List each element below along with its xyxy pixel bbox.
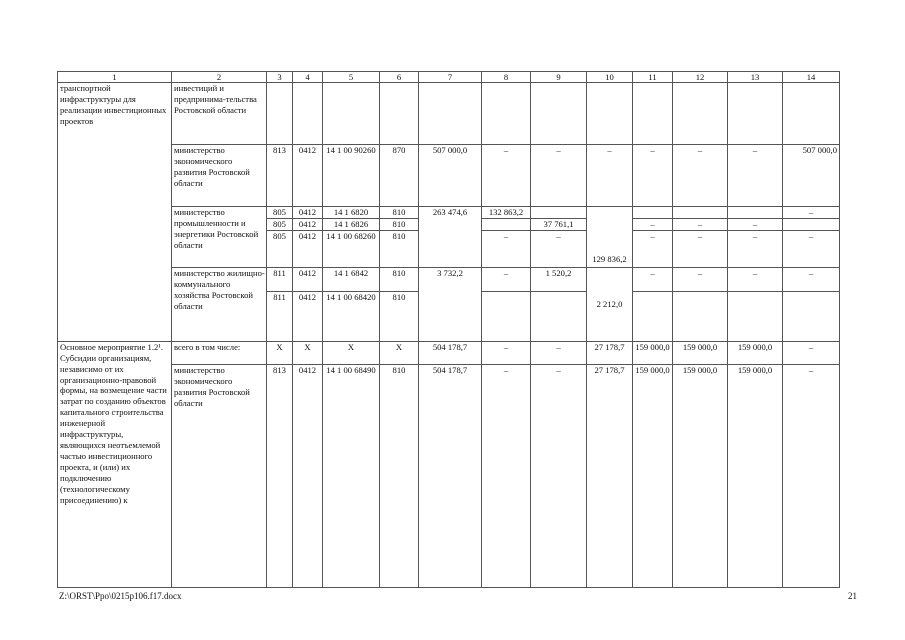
target-code: 14 1 00 68420 bbox=[323, 291, 380, 341]
year-amount: – bbox=[587, 145, 633, 207]
year-amount: – bbox=[633, 267, 673, 291]
col-header: 10 bbox=[587, 72, 633, 83]
grbs-code: 805 bbox=[267, 218, 293, 230]
target-code: 14 1 00 68490 bbox=[323, 364, 380, 587]
section-code: 0412 bbox=[293, 145, 323, 207]
year-amount: 159 000,0 bbox=[673, 341, 728, 364]
col-header: 5 bbox=[323, 72, 380, 83]
year-amount bbox=[783, 218, 840, 230]
year-amount: – bbox=[728, 267, 783, 291]
year-amount: 27 178,7 bbox=[587, 341, 633, 364]
year-amount: – bbox=[728, 230, 783, 267]
year-amount: 507 000,0 bbox=[783, 145, 840, 207]
year-amount: – bbox=[482, 341, 531, 364]
year-amount: 159 000,0 bbox=[728, 364, 783, 587]
target-code: 14 1 6826 bbox=[323, 218, 380, 230]
col-header: 3 bbox=[267, 72, 293, 83]
year-amount: – bbox=[633, 145, 673, 207]
grbs-code: 811 bbox=[267, 267, 293, 291]
year-amount: – bbox=[673, 267, 728, 291]
year-amount bbox=[633, 207, 673, 219]
year-amount: – bbox=[783, 364, 840, 587]
year-amount: – bbox=[531, 145, 587, 207]
col-header: 9 bbox=[531, 72, 587, 83]
col-header: 6 bbox=[380, 72, 419, 83]
year-amount: – bbox=[482, 145, 531, 207]
year-amount: – bbox=[783, 341, 840, 364]
section-code: 0412 bbox=[293, 218, 323, 230]
executor-cell: министерство экономического развития Ростовской области bbox=[172, 145, 267, 207]
year-amount: – bbox=[531, 230, 587, 267]
budget-table bbox=[57, 71, 840, 588]
year-amount: 37 761,1 bbox=[531, 218, 587, 230]
grbs-code: 813 bbox=[267, 145, 293, 207]
grbs-code: 805 bbox=[267, 230, 293, 267]
year-amount: – bbox=[482, 267, 531, 291]
year-amount: – bbox=[531, 364, 587, 587]
year-amount bbox=[728, 207, 783, 219]
col-header: 1 bbox=[58, 72, 172, 83]
expense-type-code: 810 bbox=[380, 218, 419, 230]
year-amount bbox=[482, 218, 531, 230]
expense-type-code: 810 bbox=[380, 364, 419, 587]
col-header: 12 bbox=[673, 72, 728, 83]
total-amount: 263 474,6 bbox=[419, 207, 482, 268]
target-code: 14 1 6842 bbox=[323, 267, 380, 291]
year-amount: – bbox=[673, 145, 728, 207]
year-amount: – bbox=[783, 267, 840, 291]
section-code: 0412 bbox=[293, 207, 323, 219]
section-code: 0412 bbox=[293, 267, 323, 291]
executor-cell: инвестиций и предпринима-тельства Ростовской области bbox=[172, 83, 267, 145]
table-row bbox=[58, 145, 840, 207]
executor-cell: всего в том числе: bbox=[172, 341, 267, 364]
year-amount: – bbox=[482, 364, 531, 587]
year-amount: 27 178,7 bbox=[587, 364, 633, 587]
executor-cell: министерство промышленности и энергетики Ростовской области bbox=[172, 207, 267, 268]
year-amount: – bbox=[728, 218, 783, 230]
col-header: 8 bbox=[482, 72, 531, 83]
year-amount: – bbox=[783, 230, 840, 267]
grbs-code: 805 bbox=[267, 207, 293, 219]
year-amount: – bbox=[673, 218, 728, 230]
col-header: 14 bbox=[783, 72, 840, 83]
expense-type-code: 810 bbox=[380, 230, 419, 267]
year-amount bbox=[673, 207, 728, 219]
col-header: 13 bbox=[728, 72, 783, 83]
year-amount: 159 000,0 bbox=[728, 341, 783, 364]
year-amount: – bbox=[633, 230, 673, 267]
expense-type-code: 870 bbox=[380, 145, 419, 207]
total-amount: 507 000,0 bbox=[419, 145, 482, 207]
target-code: 14 1 00 90260 bbox=[323, 145, 380, 207]
activity-name-cell: транспортной инфраструктуры для реализации инвестиционных проектов bbox=[58, 83, 172, 342]
table-row bbox=[58, 267, 840, 291]
expense-type-code: 810 bbox=[380, 207, 419, 219]
expense-type-code: 810 bbox=[380, 291, 419, 341]
year-amount: – bbox=[728, 145, 783, 207]
year-amount: 159 000,0 bbox=[633, 364, 673, 587]
year-amount: 132 863,2 bbox=[482, 207, 531, 219]
grbs-code: 813 bbox=[267, 364, 293, 587]
executor-cell: министерство жилищно-коммунального хозяйства Ростовской области bbox=[172, 267, 267, 341]
expense-type-code: 810 bbox=[380, 267, 419, 291]
section-code: 0412 bbox=[293, 291, 323, 341]
col-header: 4 bbox=[293, 72, 323, 83]
total-amount: 504 178,7 bbox=[419, 341, 482, 364]
section-code: Х bbox=[293, 341, 323, 364]
year-amount: 159 000,0 bbox=[673, 364, 728, 587]
table-row bbox=[58, 341, 840, 364]
year-amount: 1 520,2 bbox=[531, 267, 587, 291]
year-amount: 2 212,0 bbox=[587, 267, 633, 341]
executor-cell: министерство экономического развития Ростовской области bbox=[172, 364, 267, 587]
expense-type-code: Х bbox=[380, 341, 419, 364]
year-amount: 159 000,0 bbox=[633, 341, 673, 364]
section-code: 0412 bbox=[293, 364, 323, 587]
page-number: 21 bbox=[848, 591, 857, 601]
year-amount: – bbox=[673, 230, 728, 267]
grbs-code: 811 bbox=[267, 291, 293, 341]
section-code: 0412 bbox=[293, 230, 323, 267]
target-code: 14 1 00 68260 bbox=[323, 230, 380, 267]
total-amount: 3 732,2 bbox=[419, 267, 482, 341]
column-number-row bbox=[58, 72, 840, 83]
year-amount: – bbox=[633, 218, 673, 230]
table-row bbox=[58, 364, 840, 587]
year-amount: 129 836,2 bbox=[587, 207, 633, 268]
file-path-footer: Z:\ORST\Ppo\0215p106.f17.docx bbox=[59, 591, 182, 601]
target-code: Х bbox=[323, 341, 380, 364]
activity-name-cell: Основное мероприятие 1.2¹. Субсидии организациям, независимо от их организационно-правовой формы, на возмещение части затрат по созданию объектов капитального строительства инженерной инфраструктуры, являющихся неотъемлемой частью инвестиционного проекта, и (или) их подключению (технологическому присоединению) к bbox=[58, 341, 172, 587]
target-code: 14 1 6820 bbox=[323, 207, 380, 219]
table-row bbox=[58, 207, 840, 219]
year-amount: – bbox=[531, 341, 587, 364]
year-amount: – bbox=[783, 207, 840, 219]
table-row bbox=[58, 83, 840, 145]
total-amount: 504 178,7 bbox=[419, 364, 482, 587]
col-header: 11 bbox=[633, 72, 673, 83]
col-header: 7 bbox=[419, 72, 482, 83]
col-header: 2 bbox=[172, 72, 267, 83]
year-amount bbox=[531, 207, 587, 219]
year-amount: – bbox=[482, 230, 531, 267]
grbs-code: Х bbox=[267, 341, 293, 364]
